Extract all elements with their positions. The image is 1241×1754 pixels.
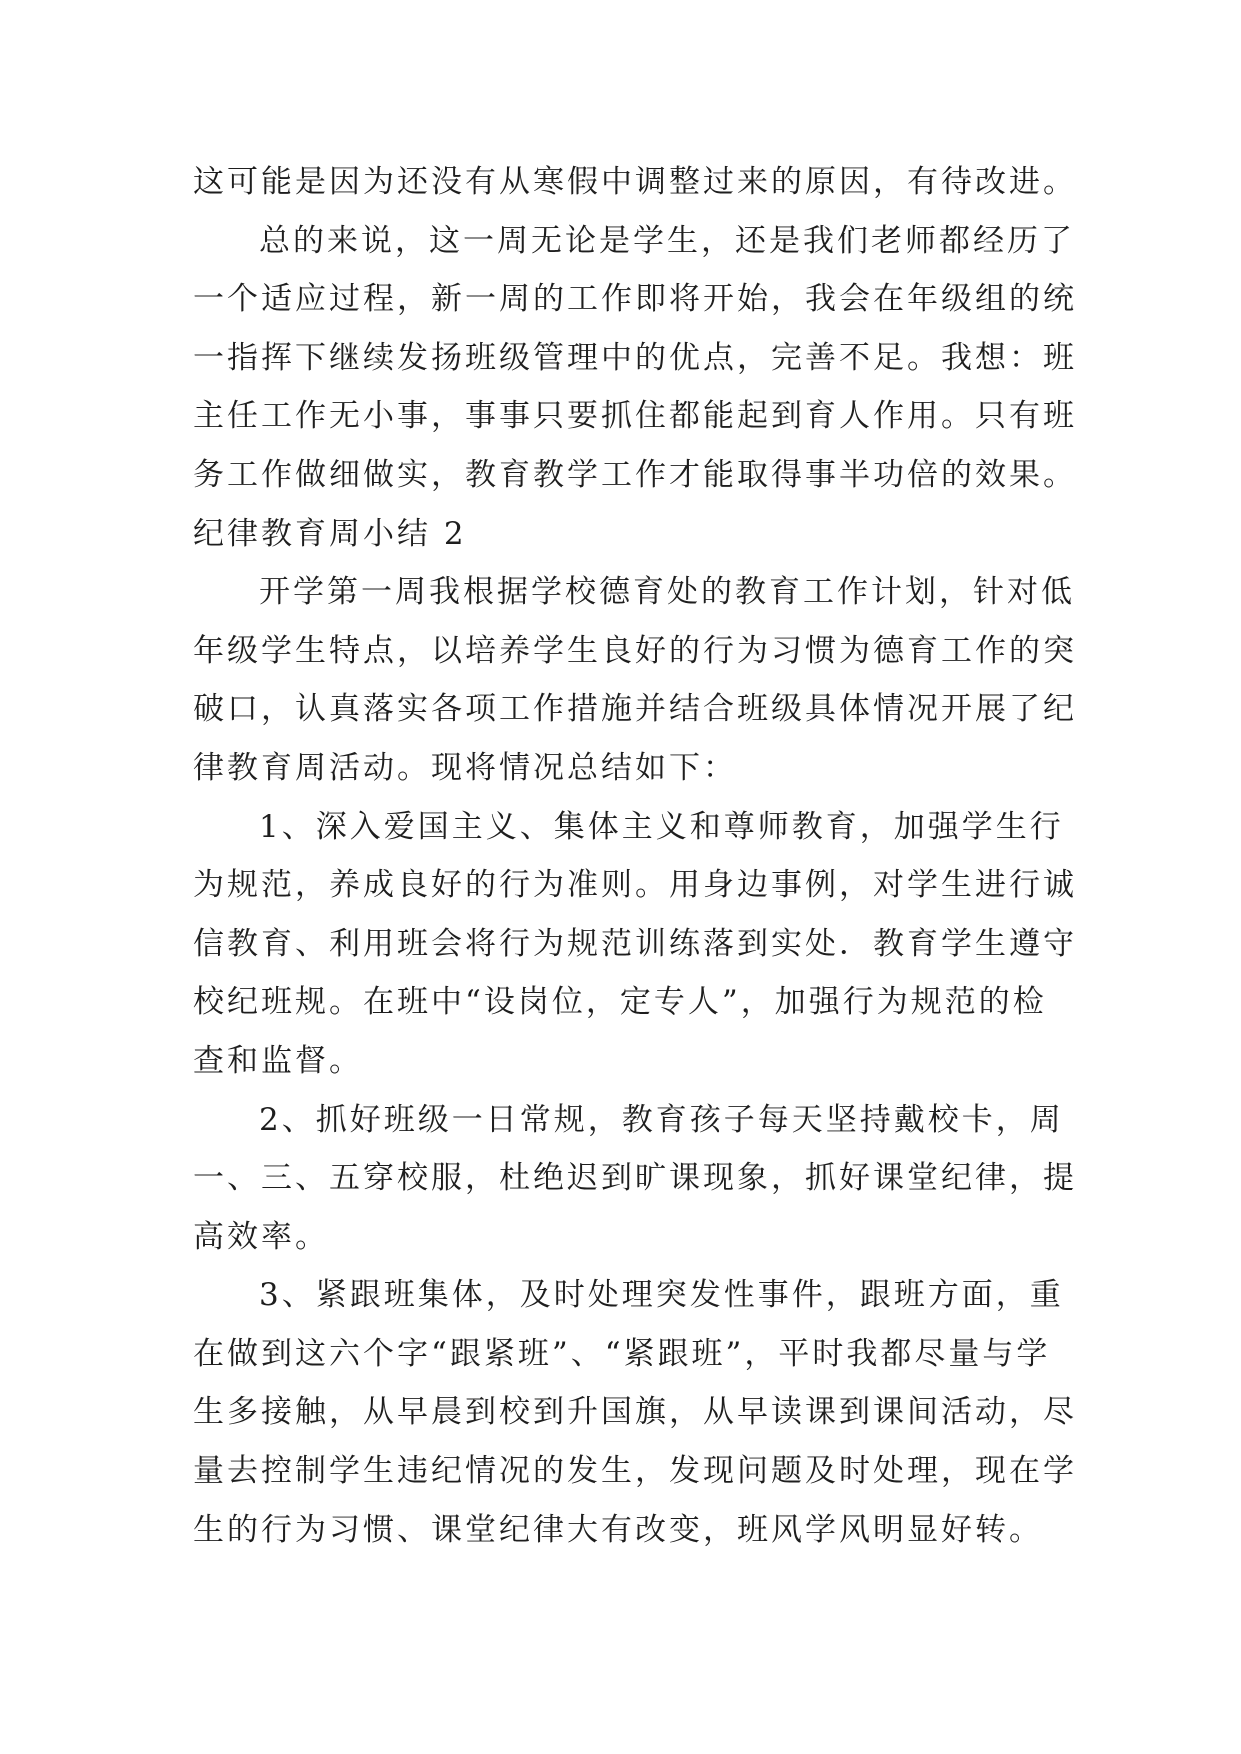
paragraph-line: 务工作做细做实，教育教学工作才能取得事半功倍的效果。 [193,456,1077,493]
list-item-line: 1、深入爱国主义、集体主义和尊师教育，加强学生行 [259,808,1064,845]
list-item-line: 为规范，养成良好的行为准则。用身边事例，对学生进行诚 [193,867,1077,904]
list-item-line: 一、三、五穿校服，杜绝迟到旷课现象，抓好课堂纪律，提 [193,1160,1077,1197]
list-item-line: 生多接触，从早晨到校到升国旗，从早读课到课间活动，尽 [193,1394,1077,1431]
paragraph-line: 主任工作无小事，事事只要抓住都能起到育人作用。只有班 [193,398,1077,435]
paragraph-line: 一个适应过程，新一周的工作即将开始，我会在年级组的统 [193,281,1077,318]
list-item-line: 查和监督。 [193,1042,363,1079]
list-item-line: 在做到这六个字“跟紧班”、“紧跟班”，平时我都尽量与学 [193,1335,1051,1372]
paragraph-line: 一指挥下继续发扬班级管理中的优点，完善不足。我想：班 [193,339,1077,376]
paragraph-line: 破口，认真落实各项工作措施并结合班级具体情况开展了纪 [193,691,1077,728]
list-item-line: 校纪班规。在班中“设岗位，定专人”，加强行为规范的检 [193,984,1047,1021]
section-heading: 纪律教育周小结 2 [193,515,467,552]
paragraph-line: 年级学生特点，以培养学生良好的行为习惯为德育工作的突 [193,632,1077,669]
list-item-line: 生的行为习惯、课堂纪律大有改变，班风学风明显好转。 [193,1511,1043,1548]
paragraph-line: 总的来说，这一周无论是学生，还是我们老师都经历了 [259,222,1075,259]
document-body [193,153,1077,1559]
list-item-line: 量去控制学生违纪情况的发生，发现问题及时处理，现在学 [193,1453,1077,1490]
paragraph-line: 这可能是因为还没有从寒假中调整过来的原因，有待改进。 [193,164,1077,200]
paragraph-line: 开学第一周我根据学校德育处的教育工作计划，针对低 [259,574,1075,611]
list-item-line: 高效率。 [193,1218,329,1255]
paragraph-line: 律教育周活动。现将情况总结如下： [193,749,737,786]
list-item-line: 2、抓好班级一日常规，教育孩子每天坚持戴校卡，周 [259,1101,1064,1138]
list-item-line: 3、紧跟班集体，及时处理突发性事件，跟班方面，重 [259,1277,1064,1314]
list-item-line: 信教育、利用班会将行为规范训练落到实处．教育学生遵守 [193,925,1077,962]
